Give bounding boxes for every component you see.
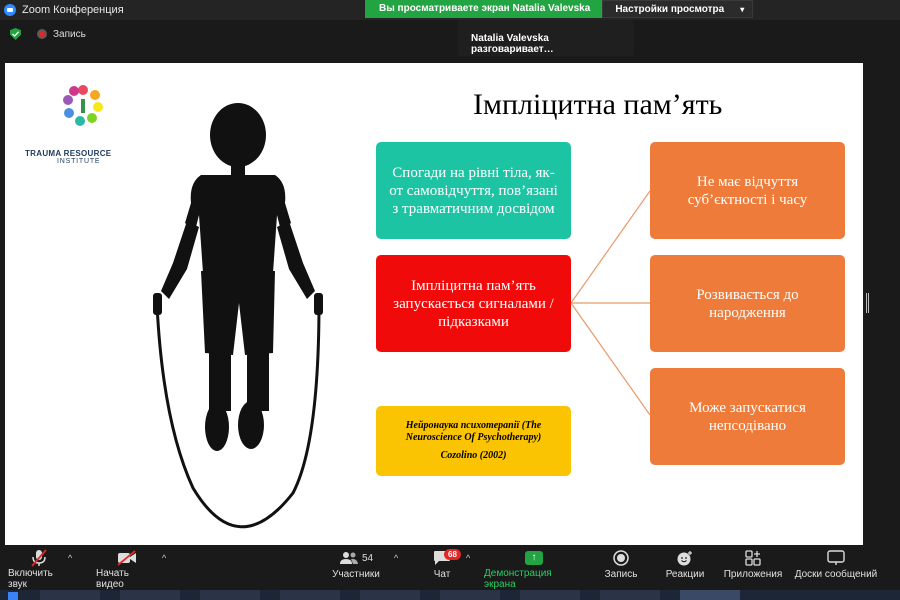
logo-text-line2: INSTITUTE bbox=[57, 158, 101, 165]
whiteboards-button[interactable] bbox=[793, 547, 879, 590]
taskbar-app-1[interactable] bbox=[40, 590, 100, 600]
smile-plus-icon bbox=[676, 547, 694, 569]
taskbar-app-3[interactable] bbox=[200, 590, 260, 600]
unmute-button[interactable] bbox=[8, 547, 73, 590]
recording-icon bbox=[37, 29, 47, 39]
whiteboard-icon bbox=[827, 547, 845, 569]
reactions-button[interactable] bbox=[666, 547, 704, 590]
apps-label: Приложения bbox=[723, 569, 783, 580]
record-icon bbox=[613, 547, 629, 569]
reference-line2: Neuroscience Of Psychotherapy) bbox=[405, 432, 542, 443]
zoom-logo-icon bbox=[4, 4, 16, 16]
reference-line1: Нейронаука психотерапії (The bbox=[405, 420, 542, 431]
triggered-unexpectedly-box: Може запускатися непсодівано bbox=[650, 368, 845, 465]
unmute-label: Включить звук bbox=[8, 568, 53, 590]
shield-check-icon[interactable] bbox=[10, 28, 21, 40]
participants-icon bbox=[339, 547, 373, 569]
share-screen-icon: ↑ bbox=[525, 551, 543, 565]
implicit-memory-triggers-box: Імпліцитна пам’ять запускається сигналами / підказками bbox=[376, 255, 571, 352]
taskbar-app-4[interactable] bbox=[280, 590, 340, 600]
apps-icon bbox=[745, 547, 761, 569]
screen-share-banner bbox=[365, 0, 753, 18]
slide-title: Імпліцитна пам’ять bbox=[473, 88, 723, 121]
meeting-info-bar bbox=[0, 22, 900, 46]
chat-options-caret-icon[interactable]: ^ bbox=[466, 553, 471, 563]
reactions-label: Реакции bbox=[665, 569, 705, 580]
taskbar-app-7[interactable] bbox=[520, 590, 580, 600]
apps-button[interactable] bbox=[722, 547, 784, 590]
reference-box bbox=[376, 406, 571, 476]
develops-before-birth-box: Розвивається до народження bbox=[650, 255, 845, 352]
windows-start-icon[interactable] bbox=[8, 592, 18, 600]
no-sense-of-self-time-box: Не має відчуття суб’єктності і часу bbox=[650, 142, 845, 239]
audio-options-caret-icon[interactable]: ^ bbox=[68, 553, 73, 563]
whiteboards-label: Доски сообщений bbox=[794, 569, 878, 580]
participants-button[interactable] bbox=[330, 547, 382, 590]
record-label: Запись bbox=[604, 569, 638, 580]
taskbar-app-5[interactable] bbox=[360, 590, 420, 600]
participants-options-caret-icon[interactable]: ^ bbox=[394, 553, 399, 563]
viewing-screen-label: Вы просматриваете экран Natalia Valevska bbox=[365, 0, 602, 18]
chat-label: Чат bbox=[433, 569, 451, 580]
recording-label: Запись bbox=[53, 28, 86, 40]
window-title: Zoom Конференция bbox=[22, 4, 124, 16]
taskbar-app-2[interactable] bbox=[120, 590, 180, 600]
microphone-muted-icon bbox=[31, 547, 47, 568]
logo-text-line1: TRAUMA RESOURCE bbox=[25, 149, 112, 158]
chat-unread-badge: 68 bbox=[444, 549, 461, 560]
participants-count: 54 bbox=[361, 552, 374, 564]
start-video-button[interactable] bbox=[96, 547, 158, 590]
taskbar-app-zoom[interactable] bbox=[680, 590, 740, 600]
meeting-toolbar bbox=[0, 547, 900, 590]
taskbar-app-6[interactable] bbox=[440, 590, 500, 600]
record-button[interactable] bbox=[604, 547, 638, 590]
view-options-button[interactable] bbox=[602, 0, 753, 18]
view-options-label: Настройки просмотра bbox=[615, 4, 725, 15]
share-screen-button[interactable] bbox=[484, 547, 584, 590]
shared-screen-slide bbox=[5, 63, 863, 545]
os-taskbar bbox=[0, 590, 900, 600]
chevron-down-icon: ▾ bbox=[740, 5, 745, 14]
flower-logo-icon bbox=[59, 81, 107, 129]
share-screen-label: Демонстрация экрана bbox=[484, 568, 552, 590]
video-off-icon bbox=[117, 547, 137, 568]
jump-rope-child-silhouette bbox=[143, 103, 333, 543]
active-speaker-tooltip: Natalia Valevska разговаривает… bbox=[458, 20, 634, 56]
taskbar-app-8[interactable] bbox=[600, 590, 660, 600]
participants-label: Участники bbox=[332, 569, 380, 580]
splitter-handle[interactable] bbox=[866, 293, 869, 313]
body-memories-box: Спогади на рівні тіла, як-от самовідчуття, пов’язані з травматичним досвідом bbox=[376, 142, 571, 239]
start-video-label: Начать видео bbox=[96, 568, 129, 590]
reference-author: Cozolino (2002) bbox=[440, 450, 507, 461]
video-options-caret-icon[interactable]: ^ bbox=[162, 553, 167, 563]
chat-button[interactable] bbox=[430, 547, 457, 590]
share-screen-icon-wrap bbox=[525, 547, 543, 568]
